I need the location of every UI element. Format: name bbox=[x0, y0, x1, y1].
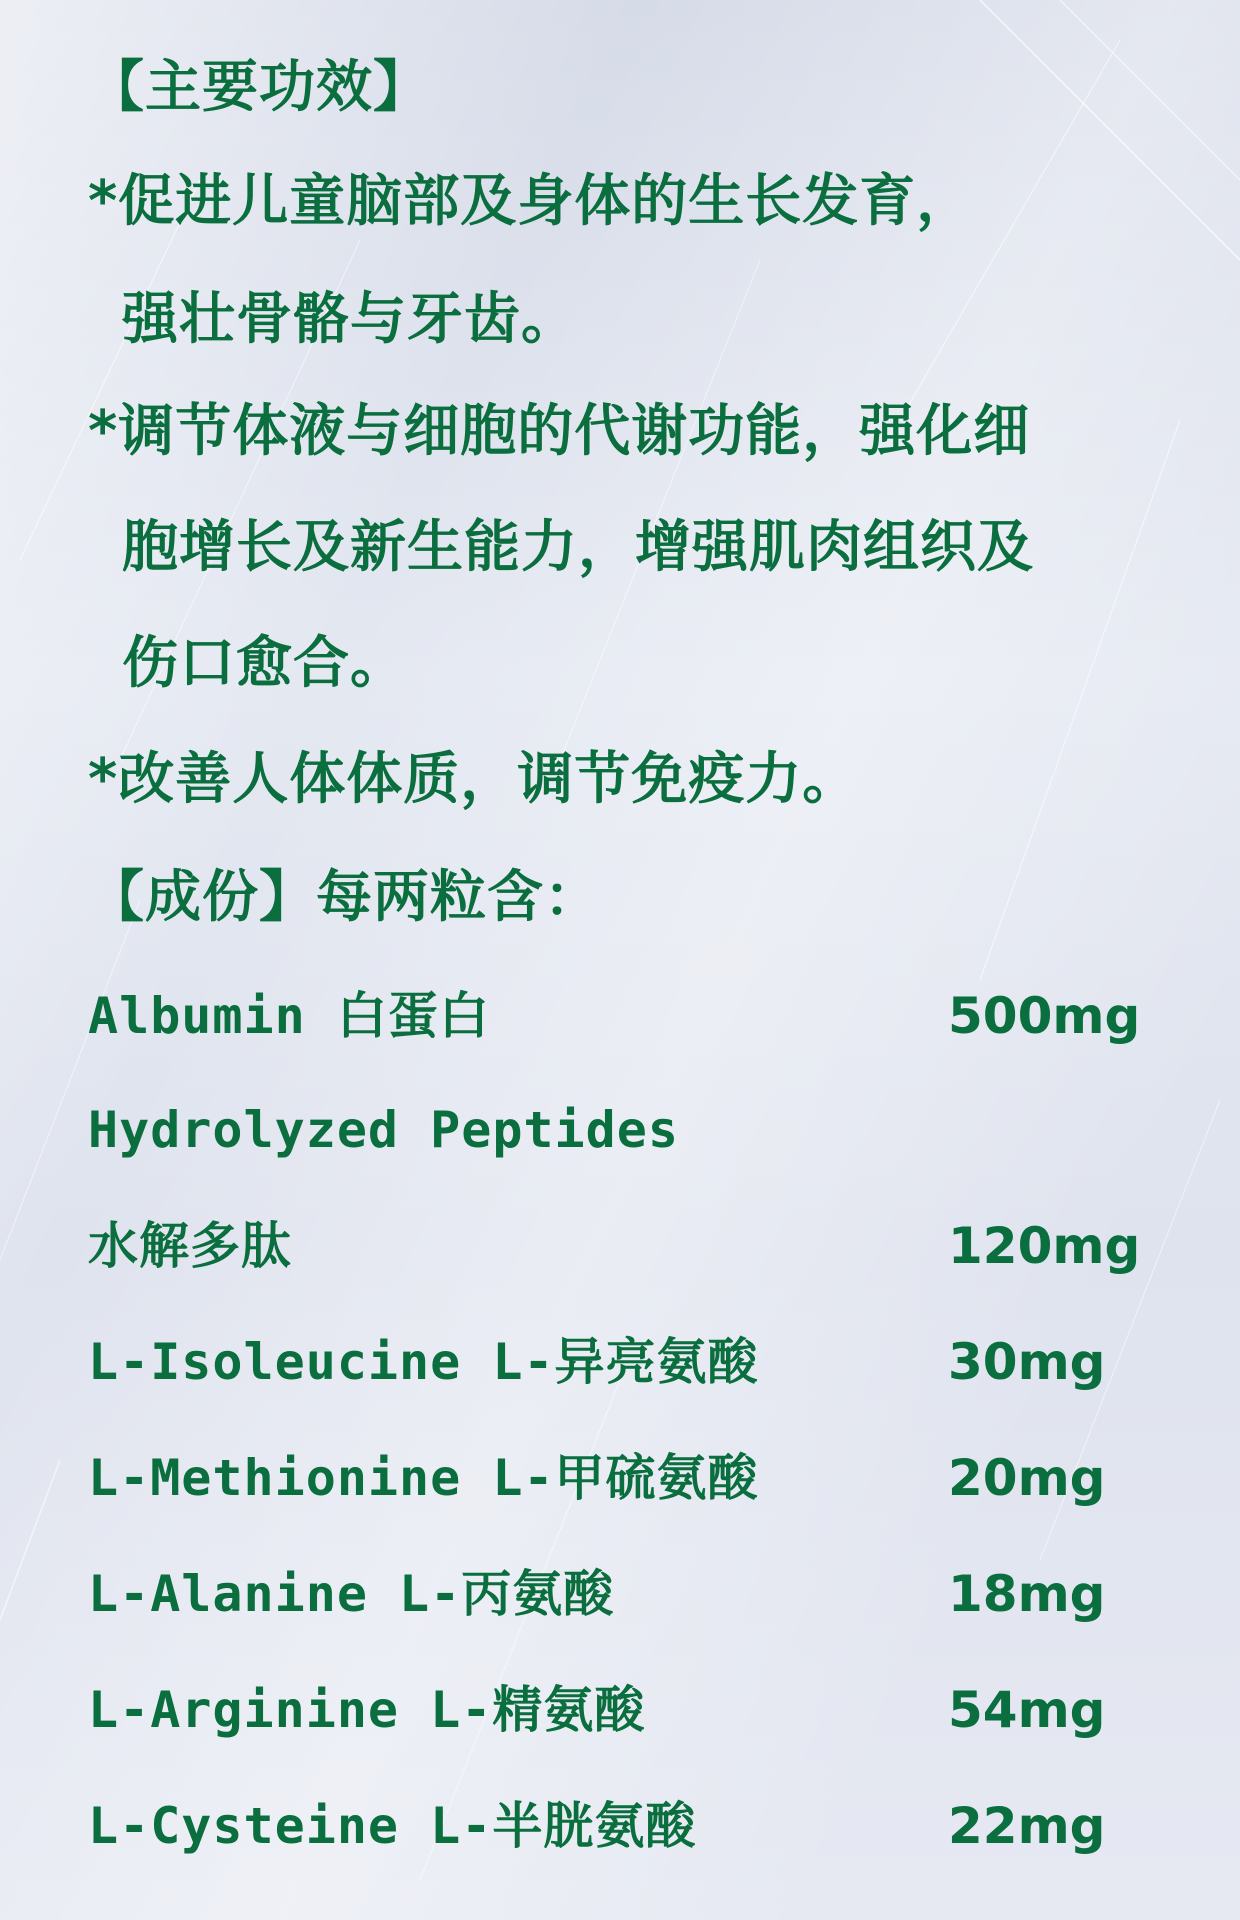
ingredient-amount: 30mg bbox=[948, 1333, 1106, 1391]
ingredient-amount: 500mg bbox=[948, 987, 1141, 1045]
ingredient-name: Albumin 白蛋白 bbox=[88, 987, 490, 1045]
effect-line: 伤口愈合。 bbox=[122, 631, 407, 696]
effect-line: 强壮骨骼与牙齿。 bbox=[122, 287, 578, 352]
ingredient-amount: 22mg bbox=[948, 1797, 1106, 1855]
ingredient-name: L-Isoleucine L-异亮氨酸 bbox=[88, 1333, 759, 1391]
ingredient-name: 水解多肽 bbox=[88, 1217, 292, 1275]
ingredient-row bbox=[88, 1794, 1168, 1858]
ingredient-name: L-Arginine L-精氨酸 bbox=[88, 1681, 646, 1739]
ingredient-name: L-Alanine L-丙氨酸 bbox=[88, 1565, 615, 1623]
ingredient-row bbox=[88, 1214, 1168, 1278]
ingredient-name: L-Methionine L-甲硫氨酸 bbox=[88, 1449, 759, 1507]
effect-line: *促进儿童脑部及身体的生长发育， bbox=[88, 169, 974, 234]
effect-line: *改善人体体质，调节免疫力。 bbox=[88, 747, 860, 812]
ingredient-amount: 120mg bbox=[948, 1217, 1141, 1275]
ingredients-heading: 【成份】每两粒含： bbox=[88, 865, 601, 930]
ingredient-row bbox=[88, 1446, 1168, 1510]
ingredient-name: Hydrolyzed Peptides bbox=[88, 1101, 679, 1159]
ingredient-name: L-Cysteine L-半胱氨酸 bbox=[88, 1797, 697, 1855]
ingredient-row bbox=[88, 984, 1168, 1048]
ingredient-row bbox=[88, 1562, 1168, 1626]
ingredient-row bbox=[88, 1678, 1168, 1742]
ingredient-row bbox=[88, 1330, 1168, 1394]
effects-heading: 【主要功效】 bbox=[88, 55, 430, 120]
ingredient-amount: 18mg bbox=[948, 1565, 1106, 1623]
effect-line: *调节体液与细胞的代谢功能，强化细 bbox=[88, 399, 1031, 464]
ingredient-row bbox=[88, 1098, 1168, 1162]
ingredient-amount: 54mg bbox=[948, 1681, 1106, 1739]
effect-line: 胞增长及新生能力，增强肌肉组织及 bbox=[122, 515, 1034, 580]
ingredient-amount: 20mg bbox=[948, 1449, 1106, 1507]
